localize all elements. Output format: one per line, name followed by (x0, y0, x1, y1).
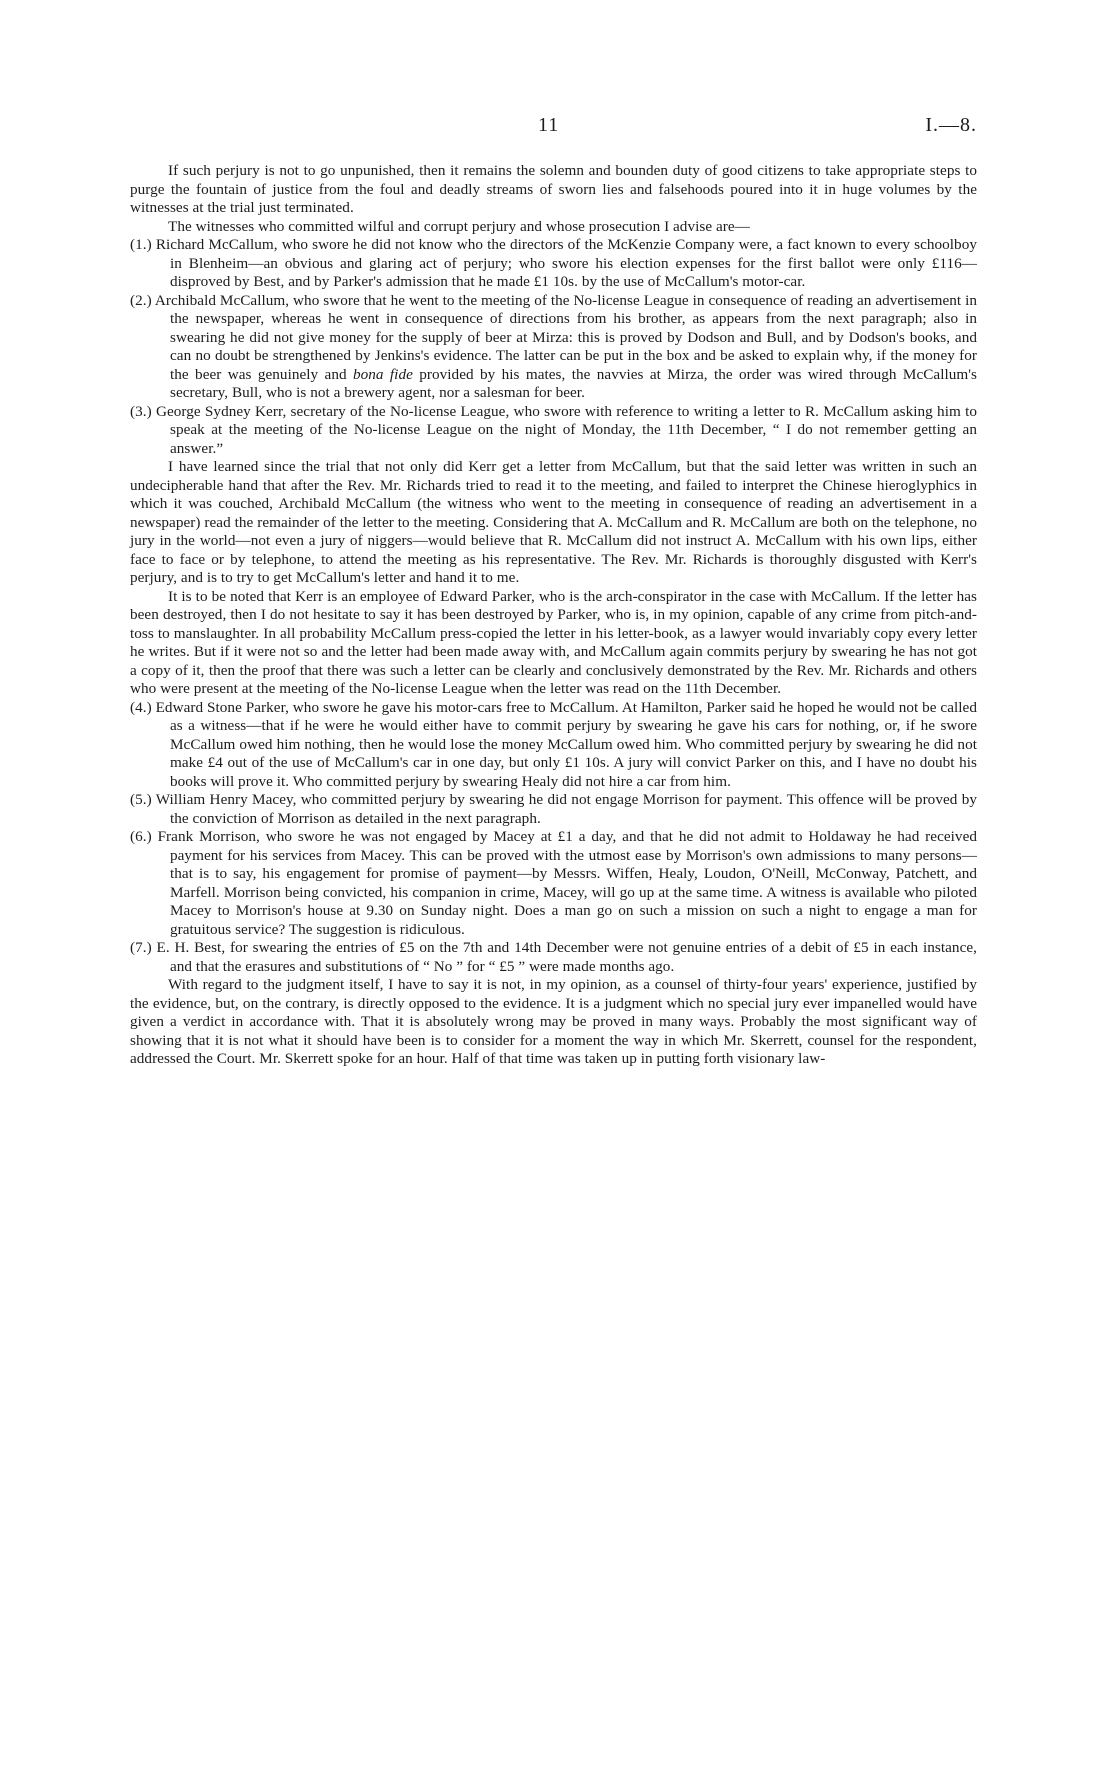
item-text: E. H. Best, for swearing the entries of £5 on the 7th and 14th December were not genuine entries of a debit of £5 in each instance, and that the erasures and substitutions of “ No ” for “ £5 ” were made months ago. (156, 939, 977, 975)
list-item (130, 292, 977, 403)
item-text: Richard McCallum, who swore he did not know who the directors of the McKenzie Company were, a fact known to every schoolboy in Blenheim—an obvious and glaring act of perjury; who swore his election expenses for the first ballot were only £116—disproved by Best, and by Parker's admission that he made £1 10s. by the use of McCallum's motor-car. (155, 236, 977, 290)
list-item (130, 828, 977, 939)
item-number: (5.) (130, 791, 152, 808)
item-text: William Henry Macey, who committed perjury by swearing he did not engage Morrison for payment. This offence will be proved by the conviction of Morrison as detailed in the next paragraph. (155, 791, 977, 827)
item-text: Frank Morrison, who swore he was not engaged by Macey at £1 a day, and that he did not admit to Holdaway he had received payment for his services from Macey. This can be proved with the utmost ease by Morrison's own admissions to many persons—that is to say, his engagement for promise of payment—by Messrs. Wiffen, Healy, Loudon, O'Neill, McConway, Patchett, and Marfell. Morrison being convicted, his companion in crime, Macey, will go up at the same time. A witness is available who piloted Macey to Morrison's house at 9.30 on Sunday night. Does a man go on such a mission on such a night to engage a man for gratuitous service? The suggestion is ridiculous. (157, 828, 977, 938)
item-text: provided by his mates, the navvies at Mirza, the order was wired through McCallum's secretary, Bull, who is not a brewery agent, nor a salesman for beer. (170, 365, 977, 401)
paragraph: With regard to the judgment itself, I have to say it is not, in my opinion, as a counsel of thirty-four years' experience, justified by the evidence, but, on the contrary, is directly opposed to the evidence. It is a judgment which no special jury ever impanelled would have given a verdict in accordance with. That it is absolutely wrong may be proved in many ways. Probably the most significant way of showing that it is not what it should have been is to consider for a moment the way in which Mr. Skerrett, counsel for the respondent, addressed the Court. Mr. Skerrett spoke for an hour. Half of that time was taken up in putting forth visionary law- (130, 976, 977, 1067)
list-item (130, 236, 977, 292)
item-number: (6.) (130, 828, 152, 845)
paragraph: I have learned since the trial that not only did Kerr get a letter from McCallum, but that the said letter was written in such an undecipherable hand that after the Rev. Mr. Richards tried to read it to the meeting, and failed to interpret the Chinese hieroglyphics in which it was couched, Archibald McCallum (the witness who went to the meeting in consequence of reading an advertisement in a newspaper) read the remainder of the letter to the meeting. Considering that A. McCallum and R. McCallum are both on the telephone, no jury in the world—not even a jury of niggers—would believe that R. McCallum did not instruct A. McCallum with his own lips, either face to face or by telephone, to attend the meeting as his representative. The Rev. Mr. Richards is thoroughly disgusted with Kerr's perjury, and is to try to get McCallum's letter and hand it to me. (130, 458, 977, 586)
item-number: (2.) (130, 291, 152, 309)
list-item (130, 699, 977, 792)
item-text: Edward Stone Parker, who swore he gave his motor-cars free to McCallum. At Hamilton, Parker said he hoped he would not be called as a witness—that if he were he would either have to commit perjury by swearing he gave his cars for nothing, or, if he swore McCallum owed him nothing, then he would lose the money McCallum owed him. Who committed perjury by swearing he did not make £4 out of the use of McCallum's car in one day, but only £1 10s. A jury will convict Parker on this, and I have no doubt his books will prove it. Who committed perjury by swearing Healy did not hire a car from him. (155, 698, 977, 790)
document-body (130, 162, 977, 1069)
item-number: (1.) (130, 236, 152, 253)
italic-term: bona fide (352, 365, 413, 383)
item-number: (4.) (130, 698, 152, 716)
item-number: (3.) (130, 402, 152, 420)
page-number: 11 (538, 114, 560, 136)
paragraph: If such perjury is not to go unpunished, then it remains the solemn and bounden duty of good citizens to take appropriate steps to purge the fountain of justice from the foul and deadly streams of sworn lies and falsehoods poured into it in huge volumes by the witnesses at the trial just terminated. (130, 162, 977, 216)
list-item (130, 403, 977, 459)
item-text: George Sydney Kerr, secretary of the No-license League, who swore with reference to writing a letter to R. McCallum asking him to speak at the meeting of the No-license League on the night of Monday, the 11th December, “ I do not remember getting an answer.” (155, 402, 977, 457)
list-item (130, 791, 977, 828)
document-reference: I.—8. (925, 114, 977, 136)
item-text: Archibald McCallum, who swore that he went to the meeting of the No-license League in consequence of reading an advertisement in the newspaper, whereas he went in consequence of directions from his brother, as appears from the next paragraph; also in swearing he did not give money for the supply of beer at Mirza: this is proved by Dodson and Bull, and by Dodson's books, and can no doubt be strengthened by Jenkins's evidence. The latter can be put in the box and be asked to explain why, if the money for the beer was genuinely and (154, 291, 977, 383)
page-header (0, 114, 1114, 144)
paragraph: The witnesses who committed wilful and corrupt perjury and whose prosecution I advise are— (168, 217, 750, 235)
list-item (130, 939, 977, 976)
paragraph: It is to be noted that Kerr is an employee of Edward Parker, who is the arch-conspirator in the case with McCallum. If the letter has been destroyed, then I do not hesitate to say it has been destroyed by Parker, who is, in my opinion, capable of any crime from pitch-and-toss to manslaughter. In all probability McCallum press-copied the letter in his letter-book, as a lawyer would invariably copy every letter he writes. But if it were not so and the letter had been made away with, and McCallum again commits perjury by swearing he has not got a copy of it, then the proof that there was such a letter can be clearly and conclusively demonstrated by the Rev. Mr. Richards and others who were present at the meeting of the No-license League when the letter was read on the 11th December. (130, 587, 977, 697)
item-number: (7.) (130, 939, 152, 956)
